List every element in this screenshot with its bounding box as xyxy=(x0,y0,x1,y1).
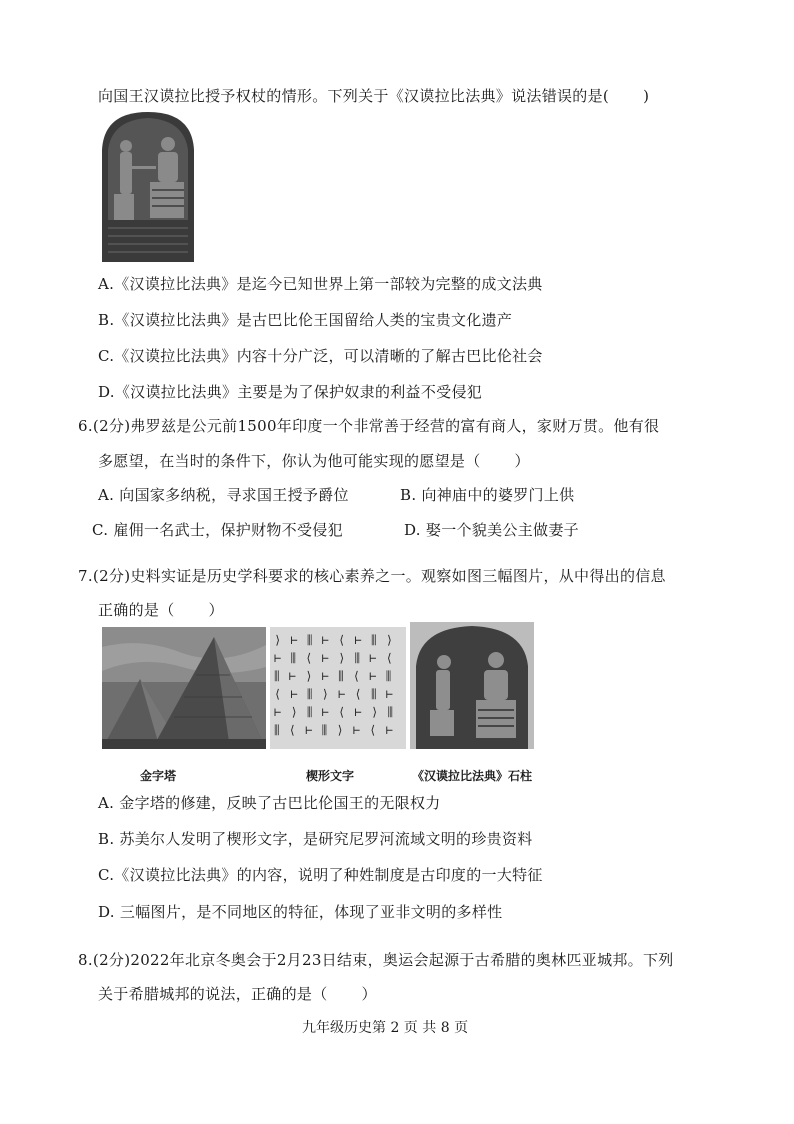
page-footer: 九年级历史第 2 页 共 8 页 xyxy=(302,1020,469,1036)
q8-stem-line1: 8.(2分)2022年北京冬奥会于2月23日结束，奥运会起源于古希腊的奥林匹亚城邦。下列 xyxy=(78,951,674,969)
caption-pyramid: 金字塔 xyxy=(140,769,177,783)
q5-stem-close: ) xyxy=(643,87,650,105)
cuneiform-row: ⟩ ⊢ ⫼ ⊢ ⟨ ⊢ ⫼ ⟩ xyxy=(274,633,394,647)
q8-stem-text: 关于希腊城邦的说法，正确的是（ xyxy=(98,985,328,1003)
q5-option-d: D.《汉谟拉比法典》主要是为了保护奴隶的利益不受侵犯 xyxy=(98,383,483,401)
hammurabi-code-stele-photo xyxy=(410,622,534,749)
q6-option-a: A. 向国家多纳税，寻求国王授予爵位 xyxy=(98,486,349,504)
cuneiform-tablet-photo xyxy=(270,627,406,749)
cuneiform-row: ⫼ ⟨ ⊢ ⫼ ⟩ ⊢ ⟨ ⊢ xyxy=(274,723,394,737)
caption-cuneiform: 楔形文字 xyxy=(306,769,355,783)
hammurabi-stele-photo xyxy=(100,110,196,262)
q7-option-c: C.《汉谟拉比法典》的内容，说明了种姓制度是古印度的一大特征 xyxy=(98,866,543,884)
q5-option-b: B.《汉谟拉比法典》是古巴比伦王国留给人类的宝贵文化遗产 xyxy=(98,311,513,329)
q7-option-a: A. 金字塔的修建，反映了古巴比伦国王的无限权力 xyxy=(98,794,441,812)
q6-option-b: B. 向神庙中的婆罗门上供 xyxy=(400,486,575,504)
q6-stem-line1: 6.(2分)弗罗兹是公元前1500年印度一个非常善于经营的富有商人，家财万贯。他有很 xyxy=(78,417,660,435)
pyramid-photo xyxy=(102,627,266,749)
cuneiform-row: ⫼ ⊢ ⟩ ⊢ ⫼ ⟨ ⊢ ⫼ xyxy=(274,669,393,683)
q7-stem-line1: 7.(2分)史料实证是历史学科要求的核心素养之一。观察如图三幅图片，从中得出的信息 xyxy=(78,567,666,585)
cuneiform-row: ⊢ ⟩ ⫼ ⊢ ⟨ ⊢ ⟩ ⫼ xyxy=(274,705,394,719)
cuneiform-row: ⊢ ⫼ ⟨ ⊢ ⟩ ⫼ ⊢ ⟨ xyxy=(274,651,394,665)
q6-stem-close: ） xyxy=(514,452,530,470)
q7-option-d: D. 三幅图片，是不同地区的特征，体现了亚非文明的多样性 xyxy=(98,903,503,921)
q8-stem-line2 xyxy=(98,984,377,1004)
q6-option-c: C. 雇佣一名武士，保护财物不受侵犯 xyxy=(92,521,343,539)
q8-stem-close: ） xyxy=(361,985,377,1003)
q7-stem-line2 xyxy=(98,600,224,620)
q5-stem-text: 向国王汉谟拉比授予权杖的情形。下列关于《汉谟拉比法典》说法错误的是( xyxy=(98,87,610,105)
q7-stem-close: ） xyxy=(208,601,224,619)
q5-option-a: A.《汉谟拉比法典》是迄今已知世界上第一部较为完整的成文法典 xyxy=(98,275,543,293)
q6-stem-text: 多愿望，在当时的条件下，你认为他可能实现的愿望是（ xyxy=(98,452,481,470)
q6-stem-line2 xyxy=(98,451,530,471)
caption-hammurabi-stele: 《汉谟拉比法典》石柱 xyxy=(412,769,533,783)
q6-option-d: D. 娶一个貌美公主做妻子 xyxy=(404,521,579,539)
q7-option-b: B. 苏美尔人发明了楔形文字，是研究尼罗河流域文明的珍贵资料 xyxy=(98,830,533,848)
q5-stem xyxy=(98,86,649,106)
cuneiform-row: ⟨ ⊢ ⫼ ⟩ ⊢ ⟨ ⫼ ⊢ xyxy=(274,687,394,701)
q5-option-c: C.《汉谟拉比法典》内容十分广泛，可以清晰的了解古巴比伦社会 xyxy=(98,347,543,365)
q7-stem-text: 正确的是（ xyxy=(98,601,175,619)
